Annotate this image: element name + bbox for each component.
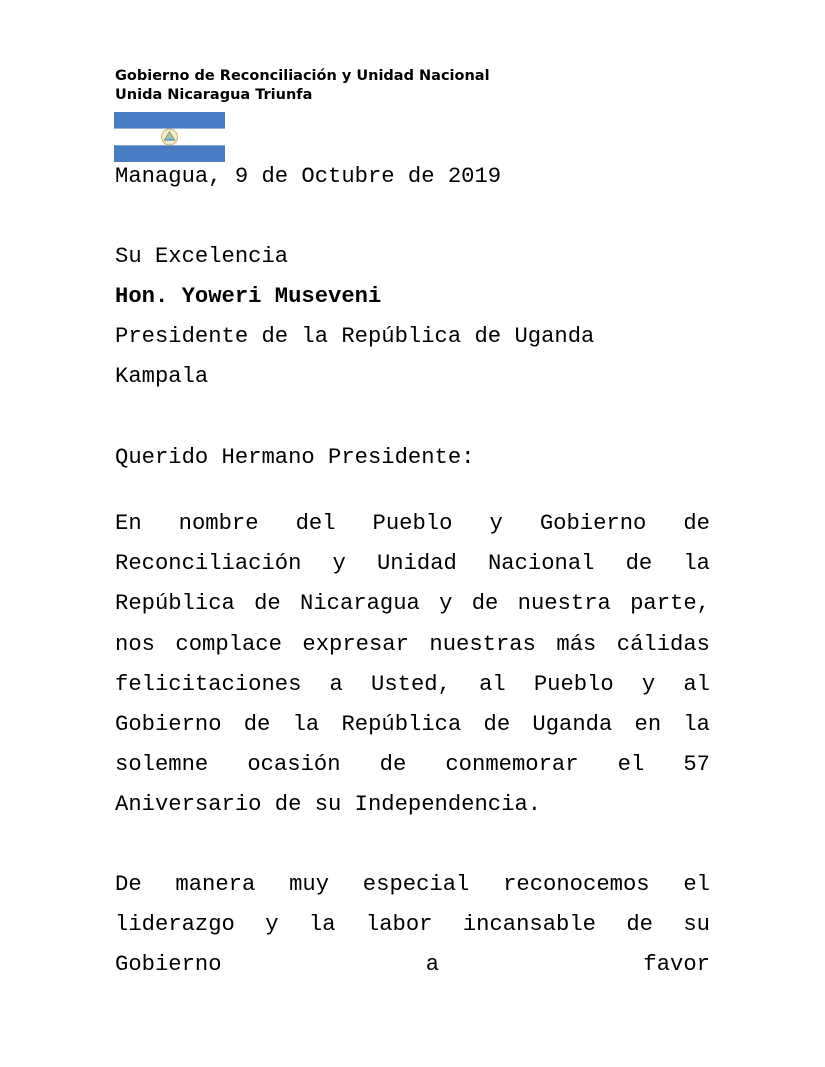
letter-greeting: Querido Hermano Presidente: [115,445,475,470]
letterhead-slogan: Unida Nicaragua Triunfa [115,87,313,103]
recipient-city: Kampala [115,364,209,389]
letter-paragraph-2: De manera muy especial reconocemos el liderazgo y la labor incansable de su Gobierno a favor [115,872,710,978]
recipient-name: Hon. Yoweri Museveni [115,284,382,309]
letterhead-government-name: Gobierno de Reconciliación y Unidad Nacional [115,68,490,84]
recipient-position: Presidente de la República de Uganda [115,324,595,349]
recipient-salutation-title: Su Excelencia [115,244,289,269]
letter-place-date: Managua, 9 de Octubre de 2019 [115,164,502,189]
flag-top-stripe [114,112,225,129]
letter-paragraph-1: En nombre del Pueblo y Gobierno de Reconciliación y Unidad Nacional de la República de Nicaragua y de nuestra parte, nos complace expresar nuestras más cálidas felicitaciones a Usted, al Pueblo y al Gobierno de la República de Uganda en la solemne ocasión de conmemorar el 57 Aniversario de su Independencia. [115,511,710,818]
flag-emblem-icon [162,129,178,145]
letterhead [115,67,490,105]
nicaragua-flag-icon [114,112,225,162]
